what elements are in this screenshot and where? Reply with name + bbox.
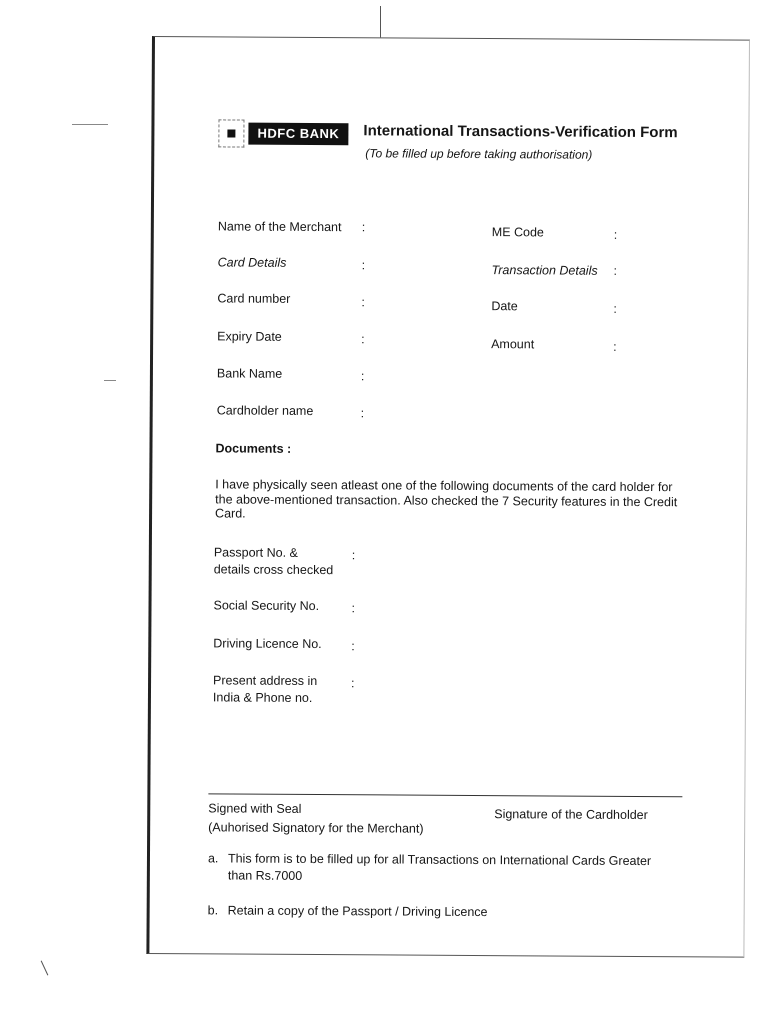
scan-mark: [380, 6, 381, 40]
label-cardholder-name: Cardholder name: [216, 403, 314, 418]
bank-emblem-icon: [218, 119, 244, 147]
colon: :: [351, 548, 356, 563]
signature-divider: [208, 793, 682, 797]
colon: :: [613, 301, 617, 316]
scan-mark: [104, 380, 116, 381]
colon: :: [351, 639, 355, 654]
cardholder-signature: Signature of the Cardholder: [494, 807, 648, 823]
scan-mark: [41, 961, 49, 976]
colon: :: [613, 263, 618, 278]
colon: :: [360, 369, 365, 384]
colon: :: [361, 332, 365, 347]
label-transaction-details: Transaction Details: [491, 263, 598, 278]
label-me-code: ME Code: [491, 225, 544, 240]
signed-with-seal: Signed with Seal: [208, 801, 302, 816]
authorised-signatory: (Auhorised Signatory for the Merchant): [208, 820, 424, 836]
documents-statement: I have physically seen atleast one of the following documents of the card holder for the above-mentioned transaction. Also checked the 7 Security features in the Credit Card.: [215, 477, 678, 521]
label-card-number: Card number: [217, 291, 291, 306]
label-passport-line2: details cross checked: [213, 562, 334, 578]
colon: :: [613, 339, 617, 354]
note-a-label: a.: [207, 851, 219, 866]
colon: :: [613, 227, 618, 242]
hdfc-logo: [218, 119, 350, 148]
note-b-label: b.: [207, 903, 219, 918]
label-card-details: Card Details: [217, 255, 287, 270]
colon: :: [360, 406, 365, 421]
label-merchant-name: Name of the Merchant: [217, 219, 342, 235]
label-amount: Amount: [491, 337, 535, 352]
scan-mark: [72, 124, 108, 125]
label-address-line2: India & Phone no.: [212, 690, 313, 705]
label-expiry-date: Expiry Date: [217, 329, 282, 344]
note-a-line2: than Rs.7000: [227, 868, 303, 883]
colon: :: [351, 601, 356, 616]
note-a-line1: This form is to be filled up for all Transactions on International Cards Greater: [227, 851, 652, 869]
documents-heading: Documents :: [215, 441, 292, 456]
colon: :: [361, 258, 366, 273]
label-passport-line1: Passport No. &: [213, 545, 298, 560]
label-driving-licence: Driving Licence No.: [213, 636, 322, 652]
note-b-text: Retain a copy of the Passport / Driving Licence: [227, 903, 488, 920]
label-bank-name: Bank Name: [216, 366, 283, 381]
form-subtitle: (To be filled up before taking authorisation): [365, 146, 593, 162]
label-social-security: Social Security No.: [213, 598, 320, 614]
label-address-line1: Present address in: [213, 673, 318, 689]
form-title: International Transactions-Verification Form: [363, 122, 678, 142]
form-page: [146, 36, 750, 958]
colon: :: [361, 220, 366, 235]
colon: :: [351, 676, 355, 691]
label-date: Date: [491, 299, 518, 314]
colon: :: [361, 295, 365, 310]
logo-text: HDFC BANK: [248, 123, 348, 146]
